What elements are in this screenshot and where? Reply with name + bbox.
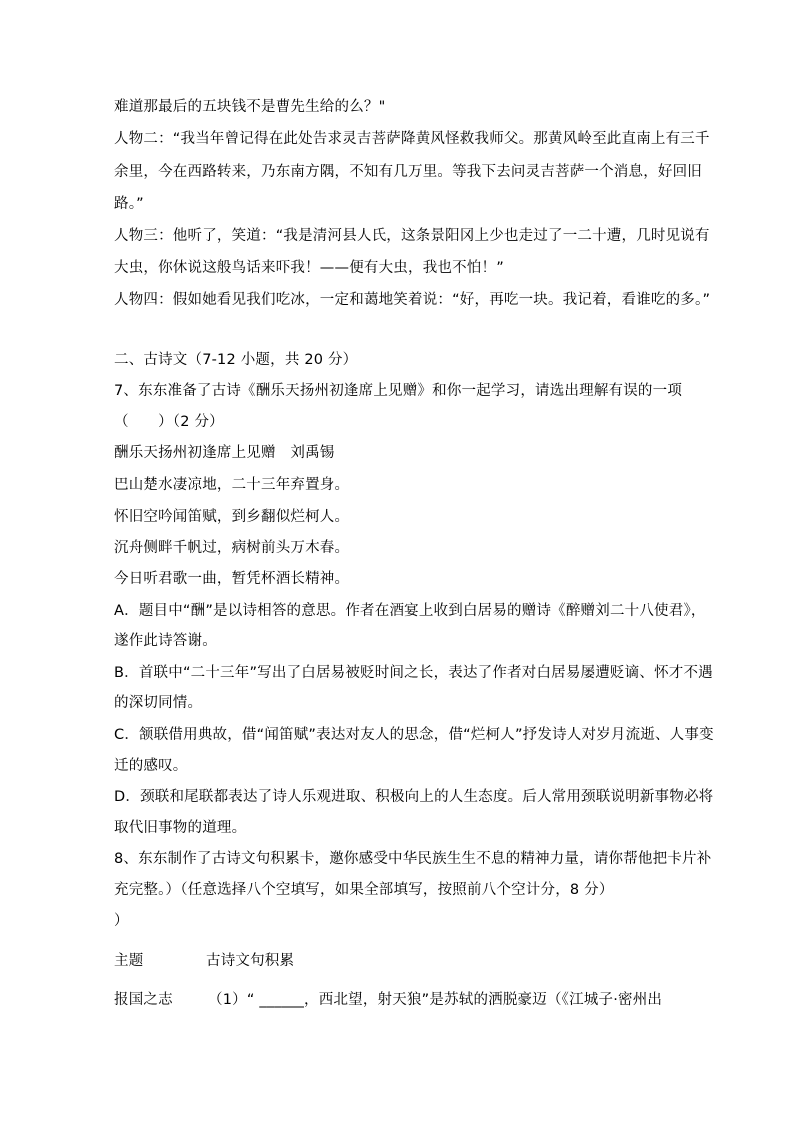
option-c: C．颔联借用典故，借“闻笛赋”表达对友人的思念，借“烂柯人”抒发诗人对岁月流逝、人事变 bbox=[114, 727, 714, 743]
text-line: 人物二：“我当年曾记得在此处告求灵吉菩萨降黄风怪救我师父。那黄风岭至此直南上有三千 bbox=[114, 131, 710, 147]
question-8-stem-cont: 充完整。）（任意选择八个空填写，如果全部填写，按照前八个空计分，8 分） bbox=[114, 882, 614, 898]
text-line: 余里，今在西路转来，乃东南方隅，不知有几万里。等我下去问灵吉菩萨一个消息，好回旧 bbox=[114, 164, 702, 180]
question-7-score: （ ）（2 分） bbox=[114, 414, 224, 430]
question-7-stem: 7、东东准备了古诗《酬乐天扬州初逢席上见赠》和你一起学习，请选出理解有误的一项 bbox=[114, 383, 683, 399]
option-a: A．题目中“酬”是以诗相答的意思。作者在酒宴上收到白居易的赠诗《醉赠刘二十八使君》， bbox=[114, 603, 706, 619]
option-c-cont: 迁的感叹。 bbox=[114, 758, 188, 774]
table-header-topic: 主题 bbox=[114, 953, 144, 969]
table-row-topic: 报国之志 bbox=[114, 992, 173, 1008]
table-row-content: （1）“ ______，西北望，射天狼”是苏轼的洒脱豪迈（《江城子·密州出 bbox=[208, 992, 663, 1008]
poem-line: 怀旧空吟闻笛赋，到乡翻似烂柯人。 bbox=[114, 509, 350, 525]
option-b-cont: 的深切同情。 bbox=[114, 695, 203, 711]
option-b: B．首联中“二十三年”写出了白居易被贬时间之长，表达了作者对白居易屡遭贬谪、怀才不遇 bbox=[114, 665, 713, 681]
poem-line: 今日听君歌一曲，暂凭杯酒长精神。 bbox=[114, 571, 350, 587]
text-line: 人物四：假如她看见我们吃冰，一定和蔼地笑着说：“好，再吃一块。我记着，看谁吃的多。” bbox=[114, 292, 711, 308]
table-header-content: 古诗文句积累 bbox=[206, 953, 295, 969]
text-line: 人物三：他听了，笑道：“我是清河县人氏，这条景阳冈上少也走过了一二十遭，几时见说有 bbox=[114, 228, 710, 244]
text-line: 路。” bbox=[114, 196, 144, 212]
stray-paren: ） bbox=[114, 913, 129, 929]
text-line: 难道那最后的五块钱不是曹先生给的么？" bbox=[114, 99, 386, 115]
option-d: D．颈联和尾联都表达了诗人乐观进取、积极向上的人生态度。后人常用颈联说明新事物必将 bbox=[114, 789, 714, 805]
poem-line: 巴山楚水凄凉地，二十三年弃置身。 bbox=[114, 477, 350, 493]
option-a-cont: 遂作此诗答谢。 bbox=[114, 633, 217, 649]
poem-line: 沉舟侧畔千帆过，病树前头万木春。 bbox=[114, 540, 350, 556]
option-d-cont: 取代旧事物的道理。 bbox=[114, 820, 247, 836]
question-8-stem: 8、东东制作了古诗文句积累卡，邀你感受中华民族生生不息的精神力量，请你帮他把卡片补 bbox=[114, 851, 712, 867]
text-line: 大虫，你休说这般鸟话来吓我！——便有大虫，我也不怕！” bbox=[114, 260, 504, 276]
poem-title: 酬乐天扬州初逢席上见赠 刘禹锡 bbox=[114, 445, 335, 461]
section-heading: 二、古诗文（7-12 小题，共 20 分） bbox=[114, 352, 358, 368]
